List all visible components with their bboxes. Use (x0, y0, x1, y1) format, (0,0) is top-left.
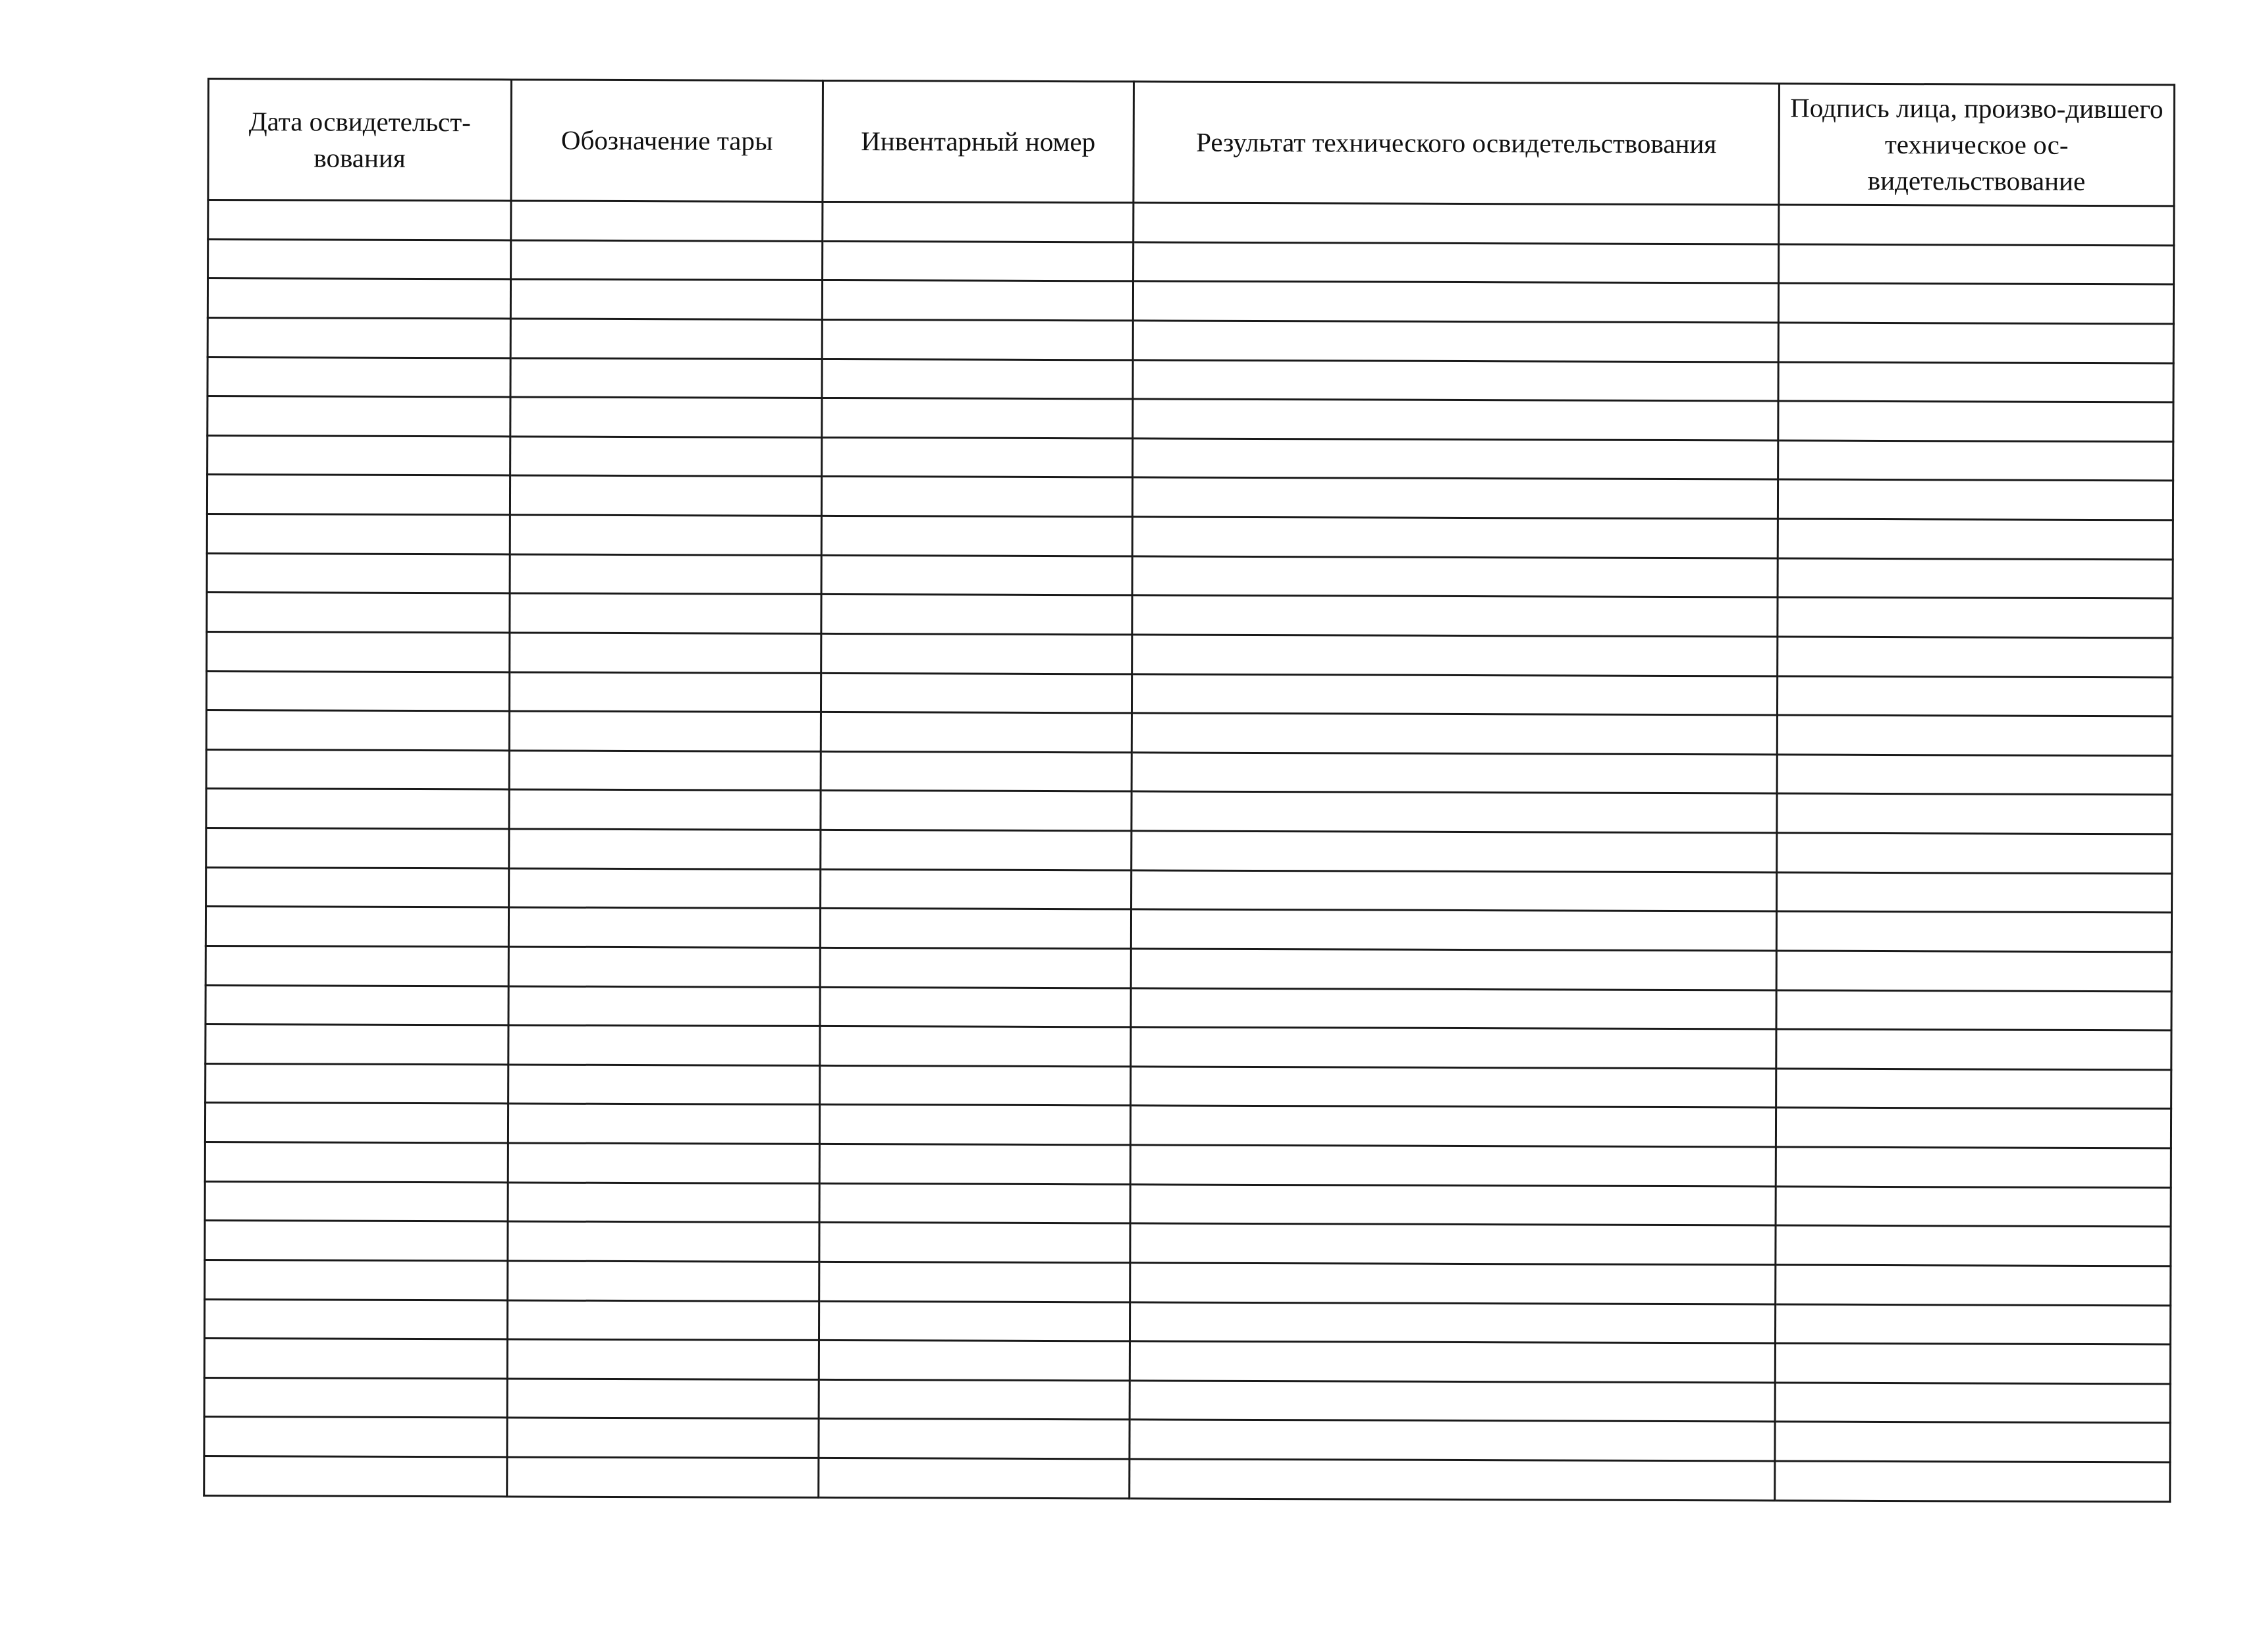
cell-inspection-result[interactable] (1131, 988, 1776, 1029)
cell-container-designation[interactable] (508, 1183, 819, 1223)
cell-inspector-signature[interactable] (1777, 755, 2172, 795)
register-table-scan (203, 78, 2173, 1503)
cell-inspection-date[interactable] (207, 279, 510, 319)
cell-inspection-result[interactable] (1130, 1302, 1775, 1343)
header-container-designation: Обозначение тары (511, 80, 823, 201)
cell-container-designation[interactable] (508, 1143, 819, 1183)
cell-inspection-date[interactable] (207, 435, 510, 475)
cell-inspection-result[interactable] (1130, 1185, 1776, 1226)
table-row (207, 317, 2173, 363)
cell-inventory-number[interactable] (820, 947, 1131, 988)
cell-inspector-signature[interactable] (1778, 597, 2173, 638)
table-row (205, 1181, 2171, 1227)
cell-container-designation[interactable] (508, 1025, 820, 1065)
cell-inspector-signature[interactable] (1778, 283, 2173, 324)
cell-inspection-date[interactable] (205, 1025, 508, 1065)
cell-inspection-date[interactable] (205, 946, 508, 986)
cell-inspection-result[interactable] (1130, 1459, 1775, 1501)
cell-inspection-date[interactable] (205, 907, 508, 947)
cell-inspection-date[interactable] (207, 357, 510, 397)
cell-container-designation[interactable] (509, 868, 821, 909)
table-row (204, 1456, 2170, 1501)
table-row (205, 985, 2171, 1030)
cell-inventory-number[interactable] (821, 712, 1131, 753)
cell-container-designation[interactable] (510, 319, 822, 359)
cell-inspection-date[interactable] (205, 1181, 508, 1221)
cell-inspection-result[interactable] (1130, 1145, 1776, 1186)
table-row (206, 867, 2172, 913)
cell-inspection-result[interactable] (1131, 753, 1777, 794)
cell-inventory-number[interactable] (821, 595, 1132, 635)
cell-inspection-date[interactable] (207, 317, 510, 358)
table-row (204, 1299, 2170, 1345)
cell-inspection-result[interactable] (1130, 1341, 1775, 1383)
cell-inspector-signature[interactable] (1775, 1383, 2170, 1424)
cell-inspection-date[interactable] (204, 1299, 507, 1339)
cell-inspector-signature[interactable] (1775, 1422, 2170, 1462)
cell-inspection-date[interactable] (204, 1417, 507, 1457)
cell-inspection-date[interactable] (205, 1103, 508, 1143)
cell-inspection-result[interactable] (1131, 713, 1777, 755)
cell-inspection-result[interactable] (1130, 1106, 1776, 1147)
table-row (207, 593, 2173, 638)
cell-inspection-date[interactable] (208, 239, 511, 279)
cell-inspection-date[interactable] (207, 475, 510, 515)
cell-inspector-signature[interactable] (1776, 1147, 2171, 1188)
cell-inspector-signature[interactable] (1778, 361, 2173, 402)
cell-inspection-result[interactable] (1131, 791, 1777, 833)
table-row (205, 1221, 2171, 1266)
cell-container-designation[interactable] (510, 554, 821, 595)
table-row (205, 907, 2171, 952)
cell-inventory-number[interactable] (821, 673, 1131, 713)
cell-container-designation[interactable] (507, 1418, 819, 1458)
cell-inventory-number[interactable] (822, 319, 1133, 360)
cell-inspection-result[interactable] (1131, 949, 1776, 990)
cell-container-designation[interactable] (510, 515, 821, 555)
table-row (207, 514, 2173, 560)
table-row (206, 671, 2172, 716)
cell-inventory-number[interactable] (819, 1262, 1130, 1302)
cell-inspection-result[interactable] (1130, 1381, 1775, 1422)
cell-container-designation[interactable] (508, 986, 820, 1026)
cell-container-designation[interactable] (510, 358, 822, 398)
table-row (204, 1377, 2170, 1423)
table-row (206, 749, 2172, 795)
cell-inspection-date[interactable] (204, 1339, 507, 1379)
cell-container-designation[interactable] (510, 633, 821, 673)
table-row (205, 1063, 2171, 1109)
cell-inventory-number[interactable] (822, 280, 1133, 321)
cell-inspector-signature[interactable] (1777, 715, 2172, 756)
cell-inspector-signature[interactable] (1778, 637, 2173, 678)
cell-container-designation[interactable] (510, 397, 822, 437)
table-row (205, 1103, 2171, 1148)
cell-container-designation[interactable] (509, 672, 821, 712)
cell-inspector-signature[interactable] (1779, 205, 2174, 246)
cell-container-designation[interactable] (511, 240, 823, 280)
table-row (206, 828, 2172, 873)
cell-inspection-result[interactable] (1131, 674, 1777, 715)
cell-inventory-number[interactable] (821, 830, 1131, 870)
cell-inspection-result[interactable] (1133, 203, 1779, 244)
cell-inspection-result[interactable] (1133, 360, 1778, 401)
inspection-register-table (203, 78, 2175, 1503)
table-row (207, 475, 2173, 520)
table-row (208, 200, 2174, 246)
table-row (205, 1142, 2171, 1187)
table-row (207, 435, 2173, 481)
cell-inventory-number[interactable] (819, 1458, 1130, 1498)
cell-container-designation[interactable] (507, 1339, 819, 1379)
cell-inspection-result[interactable] (1131, 1067, 1776, 1108)
cell-container-designation[interactable] (508, 1065, 820, 1105)
cell-inspection-date[interactable] (207, 396, 510, 437)
header-inspector-signature: Подпись лица, произво-дившего техническое ос-видетельствование (1779, 84, 2175, 206)
cell-inspection-date[interactable] (204, 1377, 507, 1418)
cell-inspection-date[interactable] (207, 593, 510, 633)
cell-inventory-number[interactable] (821, 751, 1131, 791)
cell-inspector-signature[interactable] (1776, 990, 2171, 1030)
cell-inventory-number[interactable] (822, 359, 1133, 399)
cell-inventory-number[interactable] (822, 398, 1133, 439)
cell-inventory-number[interactable] (819, 1379, 1130, 1420)
cell-container-designation[interactable] (508, 1104, 819, 1144)
cell-inspection-result[interactable] (1130, 1263, 1776, 1304)
cell-inventory-number[interactable] (821, 516, 1132, 556)
table-row (207, 396, 2173, 442)
cell-inspector-signature[interactable] (1775, 1343, 2170, 1384)
table-row (204, 1339, 2170, 1384)
cell-inspection-result[interactable] (1133, 281, 1778, 323)
cell-inspection-date[interactable] (204, 1456, 507, 1496)
cell-inventory-number[interactable] (821, 555, 1132, 595)
cell-inspection-result[interactable] (1132, 635, 1778, 676)
cell-container-designation[interactable] (508, 1221, 819, 1262)
cell-container-designation[interactable] (509, 829, 821, 869)
table-body (204, 200, 2174, 1502)
table-row (205, 1025, 2171, 1070)
cell-inspection-result[interactable] (1132, 556, 1778, 598)
cell-container-designation[interactable] (510, 437, 822, 477)
cell-inspector-signature[interactable] (1776, 951, 2171, 992)
table-row (208, 239, 2174, 284)
cell-inspector-signature[interactable] (1778, 401, 2173, 442)
cell-inspector-signature[interactable] (1777, 793, 2172, 834)
cell-inspection-date[interactable] (205, 985, 508, 1025)
cell-inspector-signature[interactable] (1775, 1461, 2170, 1502)
cell-container-designation[interactable] (508, 947, 820, 987)
cell-container-designation[interactable] (508, 1261, 819, 1301)
cell-inspection-result[interactable] (1131, 1027, 1776, 1069)
cell-inventory-number[interactable] (820, 1065, 1131, 1106)
cell-inventory-number[interactable] (819, 1341, 1130, 1381)
cell-inspector-signature[interactable] (1778, 558, 2173, 599)
cell-container-designation[interactable] (508, 907, 820, 947)
cell-inventory-number[interactable] (819, 1223, 1130, 1263)
header-inspection-result: Результат технического освидетельствования (1133, 82, 1780, 205)
cell-inspector-signature[interactable] (1778, 479, 2173, 520)
cell-inspection-date[interactable] (207, 514, 510, 554)
cell-inventory-number[interactable] (819, 1105, 1130, 1145)
table-row (207, 279, 2173, 324)
cell-inspector-signature[interactable] (1777, 872, 2172, 913)
cell-inventory-number[interactable] (821, 477, 1132, 517)
table-row (205, 946, 2171, 991)
cell-container-designation[interactable] (509, 711, 821, 751)
cell-inspection-result[interactable] (1132, 595, 1778, 637)
cell-inspector-signature[interactable] (1778, 440, 2173, 481)
cell-inspection-result[interactable] (1133, 242, 1779, 284)
table-row (207, 553, 2173, 599)
cell-inventory-number[interactable] (820, 987, 1131, 1027)
header-row (208, 79, 2175, 206)
cell-container-designation[interactable] (509, 789, 821, 830)
cell-inspection-date[interactable] (206, 710, 509, 751)
cell-inventory-number[interactable] (820, 1026, 1131, 1067)
cell-inventory-number[interactable] (822, 437, 1133, 477)
cell-inspection-date[interactable] (206, 867, 509, 907)
cell-inventory-number[interactable] (821, 633, 1132, 674)
cell-inspection-result[interactable] (1133, 399, 1778, 440)
cell-inspector-signature[interactable] (1778, 519, 2173, 560)
cell-inspection-date[interactable] (207, 631, 510, 672)
cell-inventory-number[interactable] (823, 201, 1133, 242)
cell-inspection-date[interactable] (205, 1260, 508, 1300)
cell-inspection-date[interactable] (206, 789, 509, 829)
cell-inspection-date[interactable] (206, 828, 509, 868)
cell-inspection-date[interactable] (205, 1221, 508, 1261)
cell-inspection-date[interactable] (206, 671, 509, 711)
table-row (207, 357, 2173, 402)
table-row (205, 1260, 2171, 1305)
cell-inspection-result[interactable] (1131, 909, 1776, 951)
cell-container-designation[interactable] (510, 475, 821, 516)
table-header (208, 79, 2175, 206)
cell-inventory-number[interactable] (820, 909, 1131, 949)
cell-inspector-signature[interactable] (1779, 244, 2174, 285)
cell-inspector-signature[interactable] (1776, 1225, 2171, 1266)
cell-inspector-signature[interactable] (1776, 1186, 2171, 1227)
cell-container-designation[interactable] (510, 279, 822, 319)
cell-inspector-signature[interactable] (1777, 676, 2172, 716)
cell-inspector-signature[interactable] (1776, 1107, 2171, 1148)
cell-inventory-number[interactable] (819, 1301, 1130, 1341)
cell-inventory-number[interactable] (819, 1183, 1130, 1223)
cell-inspection-result[interactable] (1131, 870, 1777, 912)
cell-inspection-result[interactable] (1133, 439, 1778, 480)
table-row (204, 1417, 2170, 1462)
cell-inventory-number[interactable] (819, 1419, 1130, 1459)
cell-container-designation[interactable] (507, 1457, 819, 1497)
cell-inspection-result[interactable] (1132, 477, 1778, 519)
cell-inspector-signature[interactable] (1776, 1069, 2171, 1109)
header-inventory-number: Инвентарный номер (823, 80, 1134, 202)
cell-container-designation[interactable] (507, 1379, 819, 1419)
cell-inspection-result[interactable] (1132, 517, 1778, 558)
cell-inspector-signature[interactable] (1775, 1304, 2170, 1345)
table-row (207, 631, 2173, 677)
cell-inspection-date[interactable] (208, 200, 511, 240)
cell-inspector-signature[interactable] (1778, 323, 2173, 363)
table-row (206, 789, 2172, 834)
cell-inspection-date[interactable] (205, 1142, 508, 1182)
cell-inventory-number[interactable] (821, 869, 1131, 909)
cell-inspection-result[interactable] (1130, 1223, 1776, 1265)
cell-container-designation[interactable] (511, 201, 823, 241)
cell-container-designation[interactable] (510, 593, 821, 633)
header-inspection-date: Дата освидетельст-вования (208, 79, 512, 201)
cell-inspection-result[interactable] (1133, 321, 1778, 362)
table-row (206, 710, 2172, 756)
cell-inspection-date[interactable] (207, 553, 510, 593)
cell-inspection-result[interactable] (1131, 831, 1777, 872)
cell-inventory-number[interactable] (821, 791, 1131, 831)
cell-inspection-date[interactable] (206, 749, 509, 789)
cell-inspection-result[interactable] (1130, 1420, 1775, 1461)
cell-container-designation[interactable] (507, 1300, 819, 1340)
cell-container-designation[interactable] (509, 751, 821, 791)
cell-inspector-signature[interactable] (1776, 911, 2171, 952)
cell-inspection-date[interactable] (205, 1063, 508, 1104)
cell-inspector-signature[interactable] (1777, 833, 2172, 874)
cell-inspector-signature[interactable] (1776, 1029, 2171, 1070)
cell-inventory-number[interactable] (819, 1144, 1130, 1184)
cell-inspector-signature[interactable] (1776, 1265, 2171, 1306)
cell-inventory-number[interactable] (823, 241, 1133, 281)
